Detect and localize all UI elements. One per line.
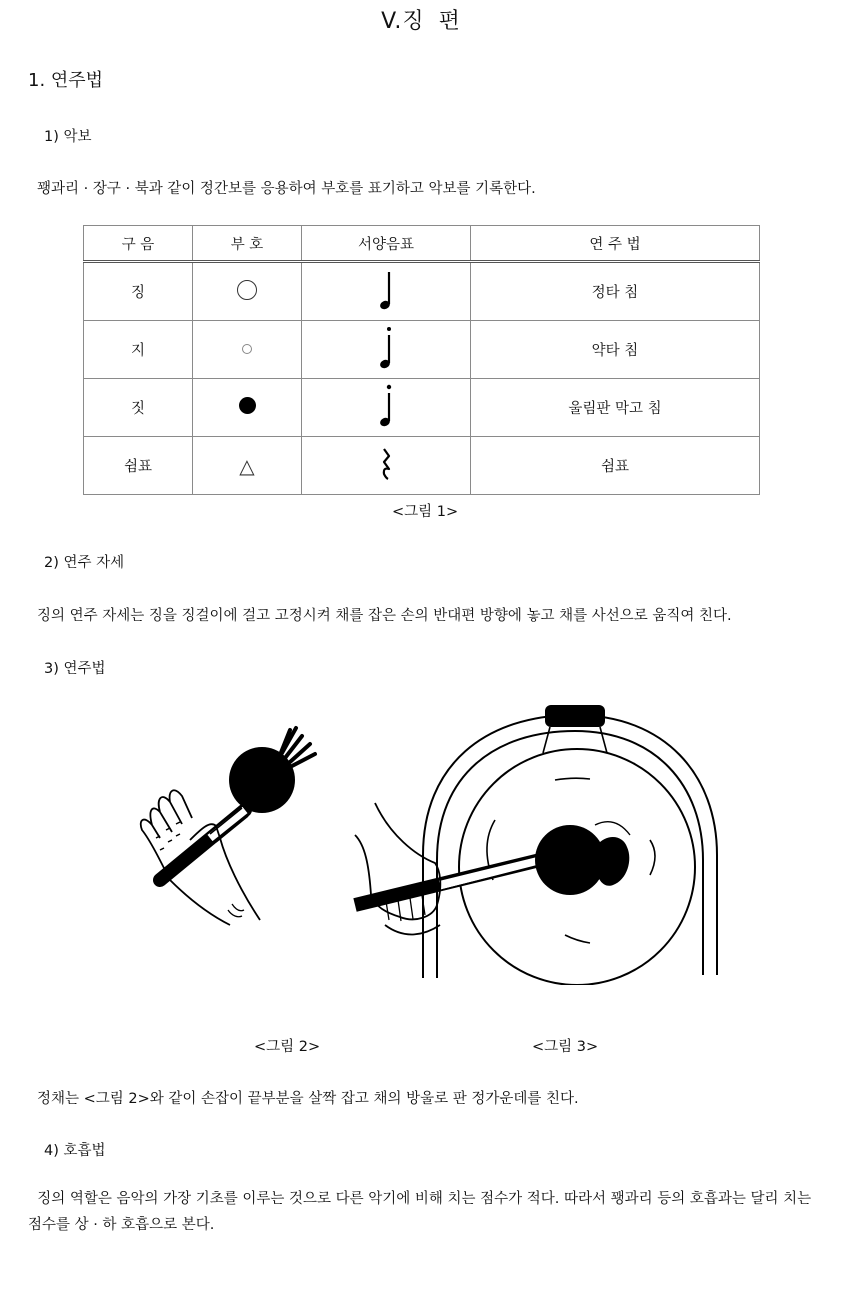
table-row [84,262,760,321]
cell-sound: 짓 [84,379,193,437]
cell-method: 정타 침 [471,262,760,321]
table-row [84,321,760,379]
cell-note [302,321,471,379]
figure-3-caption: <그림 3> [532,1039,599,1055]
cell-symbol [193,321,302,379]
filled-circle-icon [239,397,256,414]
figure-3-gong-strike-illustration [345,695,735,985]
subsection-heading-score: 1) 악보 [44,129,92,145]
subsection-heading-breathing: 4) 호흡법 [44,1143,106,1159]
header-western-note: 서양음표 [302,226,471,262]
table-header-row [84,226,760,262]
figure-2-caption: <그림 2> [254,1039,321,1055]
cell-method: 약타 침 [471,321,760,379]
subsection-heading-posture: 2) 연주 자세 [44,555,125,571]
cell-sound: 징 [84,262,193,321]
small-open-circle-icon [242,344,252,354]
cell-sound: 지 [84,321,193,379]
section-heading: 1. 연주법 [28,70,104,91]
header-method: 연 주 법 [471,226,760,262]
title-roman: V. [381,9,403,34]
title-word-2: 편 [438,9,461,34]
paragraph-technique: 정채는 <그림 2>와 같이 손잡이 끝부분을 살짝 잡고 채의 방울로 판 정가운데를 친다. [37,1091,579,1107]
cell-method: 울림판 막고 침 [471,379,760,437]
staccato-quarter-note-icon [376,325,396,371]
cell-symbol [193,379,302,437]
cell-note [302,262,471,321]
triangle-icon: △ [239,453,255,478]
figure-2-mallet-grip-illustration [130,720,340,930]
quarter-note-icon [376,268,396,312]
figure-1-caption: <그림 1> [392,504,459,520]
cell-symbol [193,262,302,321]
cell-method: 쉼표 [471,437,760,495]
staccato-quarter-note-icon [376,383,396,429]
paragraph-breathing: 징의 역할은 음악의 가장 기초를 이루는 것으로 다른 악기에 비해 치는 점수가 적다. 따라서 꽹과리 등의 호흡과는 달리 치는 점수를 상 · 하 호흡으로 본다. [28,1191,816,1233]
table-row [84,379,760,437]
subsection-heading-technique: 3) 연주법 [44,661,106,677]
paragraph-posture: 징의 연주 자세는 징을 징걸이에 걸고 고정시켜 채를 잡은 손의 반대편 방향에 놓고 채를 사선으로 움직여 친다. [37,608,732,624]
cell-note [302,437,471,495]
header-sound: 구 음 [84,226,193,262]
cell-note [302,379,471,437]
header-symbol: 부 호 [193,226,302,262]
notation-table [83,225,760,495]
title-word-1: 징 [402,9,425,34]
large-open-circle-icon [237,280,257,300]
page-title [0,4,842,35]
paragraph-score: 꽹과리 · 장구 · 북과 같이 정간보를 응용하여 부호를 표기하고 악보를 기록한다. [37,181,536,197]
cell-symbol [193,437,302,495]
quarter-rest-icon [378,447,394,481]
table-row [84,437,760,495]
cell-sound: 쉼표 [84,437,193,495]
